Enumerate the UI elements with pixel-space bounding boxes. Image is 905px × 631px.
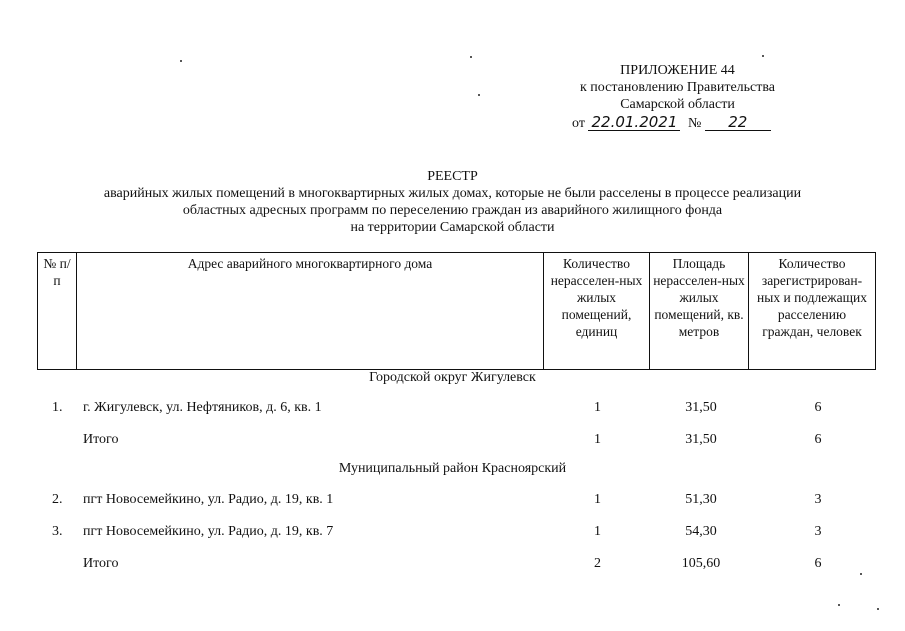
- register-subtitle-1: аварийных жилых помещений в многоквартирных жилых домах, которые не были расселены в процессе реализации: [103, 186, 802, 201]
- total-label: Итого: [83, 432, 119, 447]
- total-count: 1: [594, 432, 601, 447]
- scan-speck: [478, 94, 480, 96]
- header-area: Площадь нерасселен-ных жилых помещений, кв. метров: [650, 253, 749, 370]
- total-row: [0, 432, 905, 450]
- row-address: пгт Новосемейкино, ул. Радио, д. 19, кв. 7: [83, 524, 334, 539]
- header-people: Количество зарегистрирован-ных и подлежащих расселению граждан, человек: [749, 253, 876, 370]
- row-area: 51,30: [685, 492, 717, 507]
- number-label: №: [687, 116, 702, 131]
- register-table-header: [37, 252, 876, 370]
- register-subtitle-2: областных адресных программ по переселению граждан из аварийного жилищного фонда: [182, 203, 723, 218]
- total-area: 31,50: [685, 432, 717, 447]
- row-people: 6: [814, 400, 822, 415]
- total-people: 6: [814, 556, 822, 571]
- row-count: 1: [594, 400, 601, 415]
- header-address: Адрес аварийного многоквартирного дома: [77, 253, 544, 370]
- row-people: 3: [814, 492, 822, 507]
- row-number: 2.: [52, 492, 63, 507]
- section-heading: Муниципальный район Красноярский: [338, 461, 567, 476]
- appendix-region: Самарской области: [620, 97, 735, 112]
- row-area: 54,30: [685, 524, 717, 539]
- row-address: пгт Новосемейкино, ул. Радио, д. 19, кв. 1: [83, 492, 334, 507]
- appendix-block: [560, 62, 795, 113]
- row-number: 1.: [52, 400, 63, 415]
- section-heading: Городской округ Жигулевск: [369, 370, 536, 385]
- header-num: № п/п: [38, 253, 77, 370]
- decree-date: 22.01.2021: [588, 114, 680, 131]
- decree-number: 22: [705, 114, 771, 131]
- total-count: 2: [594, 556, 601, 571]
- total-people: 6: [814, 432, 822, 447]
- scan-speck: [470, 56, 472, 58]
- total-label: Итого: [83, 556, 119, 571]
- scan-speck: [860, 573, 862, 575]
- row-count: 1: [594, 524, 601, 539]
- appendix-decree: к постановлению Правительства: [579, 80, 776, 95]
- table-row: [0, 524, 905, 542]
- register-heading: РЕЕСТР: [427, 169, 478, 184]
- date-prefix: от: [572, 116, 585, 131]
- row-area: 31,50: [685, 400, 717, 415]
- row-number: 3.: [52, 524, 63, 539]
- appendix-title: ПРИЛОЖЕНИЕ 44: [620, 63, 735, 78]
- scan-speck: [838, 604, 840, 606]
- scan-speck: [877, 608, 879, 610]
- register-subtitle-3: на территории Самарской области: [350, 220, 555, 235]
- row-count: 1: [594, 492, 601, 507]
- header-count: Количество нерасселен-ных жилых помещений, единиц: [544, 253, 650, 370]
- row-people: 3: [814, 524, 822, 539]
- table-row: [0, 400, 905, 418]
- total-area: 105,60: [681, 556, 721, 571]
- decree-date-line: [572, 114, 771, 132]
- scan-speck: [762, 55, 764, 57]
- row-address: г. Жигулевск, ул. Нефтяников, д. 6, кв. 1: [83, 400, 322, 415]
- total-row: [0, 556, 905, 574]
- table-row: [0, 492, 905, 510]
- scan-speck: [180, 60, 182, 62]
- register-title: [40, 168, 865, 236]
